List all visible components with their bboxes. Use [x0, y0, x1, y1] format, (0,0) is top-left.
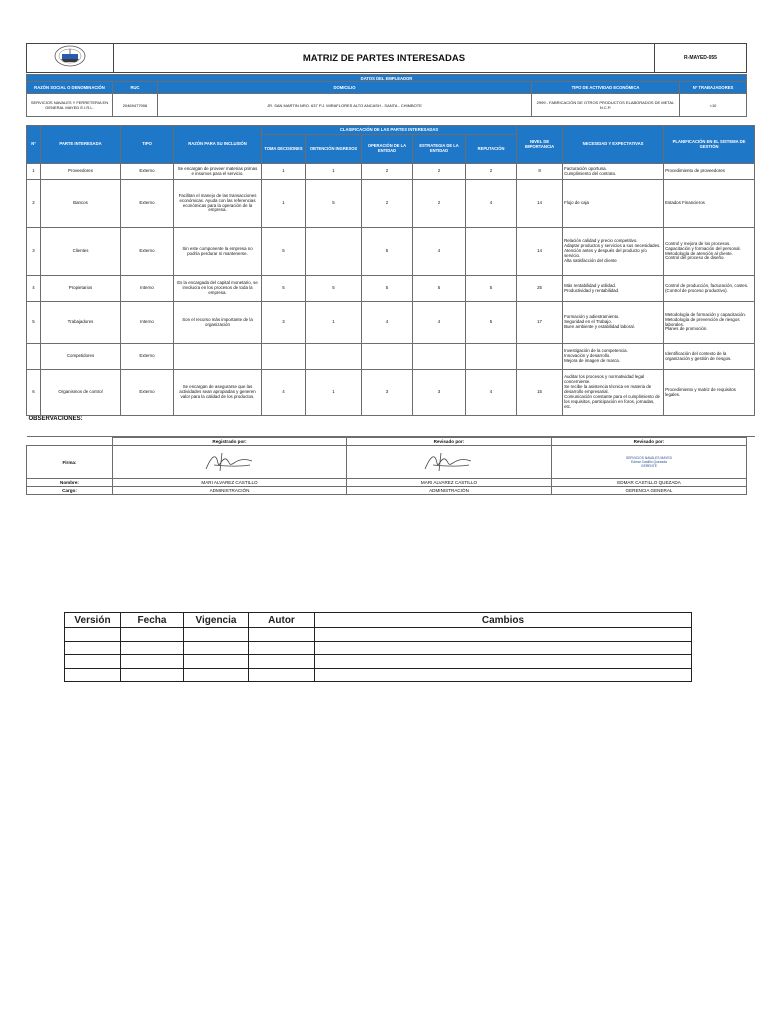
cell-reason: Facilitan el manejo de las transacciones económicas. Ayuda con las referencias económicas para la operación de la empresa. [174, 180, 262, 228]
cell-num: 2 [27, 180, 41, 228]
handwritten-signature-icon [200, 449, 260, 475]
cell-score-operacion: 5 [362, 228, 413, 276]
cell-party: Organismos de control [41, 370, 121, 416]
role-reviewed-1: ADMINISTRACIÓN [347, 487, 552, 495]
revision-cell [65, 628, 121, 642]
col-criteria-decisiones: TOMA DECISIONES [262, 135, 306, 164]
cell-level: 14 [517, 180, 563, 228]
revision-cell [65, 668, 121, 682]
signature-registered [113, 446, 347, 479]
rev-col-validity: Vigencia [184, 613, 249, 628]
observations-label: OBSERVACIONES: [27, 416, 755, 437]
cell-reason: Se encargan de asegurarse que las actividades sean apropiadas y generen valor para la calidad de los productos. [174, 370, 262, 416]
cell-planning: Identificación del contexto de la organización y gestión de riesgos. [664, 344, 755, 370]
cell-needs: Formación y adiestramiento. Seguridad en el Trabajo. Buen ambiente y estabilidad laboral. [563, 302, 664, 344]
value-ruc: 20469477906 [113, 94, 158, 117]
cell-reason [174, 344, 262, 370]
role-registered: ADMINISTRACIÓN [113, 487, 347, 495]
cell-planning: Estados Financieros [664, 180, 755, 228]
cell-reason: Es la encargada del capital monetario, se involucra en los procesos de toda la empresa. [174, 276, 262, 302]
cell-score-reputacion: 5 [466, 302, 517, 344]
cell-party: Proveedores [41, 164, 121, 180]
handwritten-signature-icon [419, 449, 479, 475]
registered-by-header: Registrado por: [113, 438, 347, 446]
matrix-row [27, 276, 755, 302]
cell-reason: Sin este componente la empresa no podría perdurar ni mantenerse. [174, 228, 262, 276]
matrix-row [27, 302, 755, 344]
col-criteria-reputacion: REPUTACIÓN [466, 135, 517, 164]
cell-type: Externo [121, 344, 174, 370]
cell-level: 25 [517, 276, 563, 302]
cell-num: 5 [27, 302, 41, 344]
revision-cell [249, 628, 315, 642]
revision-cell [65, 641, 121, 655]
cell-level: 15 [517, 370, 563, 416]
signature-reviewed-1 [347, 446, 552, 479]
role-row-label: Cargo: [27, 487, 113, 495]
header-trabajadores: Nº TRABAJADORES [680, 82, 747, 94]
cell-party: Competidores [41, 344, 121, 370]
cell-planning: Procedimiento y matriz de requisitos legales. [664, 370, 755, 416]
reviewed-by-header-2: Revisado por: [552, 438, 747, 446]
col-criteria-operacion: OPERACIÓN DE LA ENTIDAD [362, 135, 413, 164]
cell-score-ingresos: 1 [306, 302, 362, 344]
document-header [26, 43, 747, 73]
revision-cell [184, 628, 249, 642]
cell-needs: Investigación de la competencia. Innovación y desarrollo. Mejora de imagen de marca. [563, 344, 664, 370]
revision-row [65, 641, 692, 655]
employer-section-label: DATOS DEL EMPLEADOR [27, 75, 747, 82]
cell-score-reputacion: 4 [466, 370, 517, 416]
cell-needs: Facturación oportuna. Cumplimiento del contrato. [563, 164, 664, 180]
name-reviewed-2: EDMAR CASTILLO QUEZADA [552, 479, 747, 487]
revision-cell [65, 655, 121, 669]
revision-cell [184, 655, 249, 669]
header-ruc: RUC [113, 82, 158, 94]
revision-row [65, 668, 692, 682]
value-domicilio: JR. SAN MARTIN NRO. 637 P.J. MIRAFLORES ALTO ANCASH - SANTA - CHIMBOTE [158, 94, 532, 117]
cell-party: Trabajadores [41, 302, 121, 344]
value-razon-social: SERVICIOS NAVALES Y FERRETERIA EN GENERAL MAYED E.I.R.L. [27, 94, 113, 117]
col-party: PARTE INTERESADA [41, 126, 121, 164]
cell-score-decisiones: 1 [262, 180, 306, 228]
cell-num: 6 [27, 370, 41, 416]
revision-row [65, 655, 692, 669]
col-needs: NECESIDAD Y EXPECTATIVAS [563, 126, 664, 164]
cell-needs: Relación calidad y precio competitivo. Adaptar productos y servicios a sus necesidades. Atención antes y después del producto y/o servicio. Alta satisfacción del cliente [563, 228, 664, 276]
cell-score-estrategia: 4 [413, 302, 466, 344]
revision-cell [249, 655, 315, 669]
company-stamp: SERVICIOS NAVALES MAYED Edmar Castillo Quezada GERENTE [626, 455, 672, 469]
name-reviewed-1: MARI ALVAREZ CASTILLO [347, 479, 552, 487]
cell-planning: Control de producción, facturación, costes. (Control de proceso productivo). [664, 276, 755, 302]
cell-score-ingresos [306, 228, 362, 276]
revision-cell [121, 668, 184, 682]
revision-cell [121, 655, 184, 669]
company-logo [27, 44, 114, 73]
cell-score-operacion [362, 344, 413, 370]
logo-emblem-icon [53, 45, 87, 67]
name-registered: MARI ALVAREZ CASTILLO [113, 479, 347, 487]
stakeholder-matrix [26, 125, 755, 437]
rev-col-date: Fecha [121, 613, 184, 628]
cell-score-reputacion: 5 [466, 276, 517, 302]
cell-score-estrategia [413, 344, 466, 370]
cell-score-estrategia: 2 [413, 164, 466, 180]
cell-score-decisiones: 5 [262, 228, 306, 276]
cell-score-reputacion [466, 344, 517, 370]
cell-num: 4 [27, 276, 41, 302]
matrix-body [27, 164, 755, 416]
cell-planning: Procedimiento de proveedores [664, 164, 755, 180]
cell-num: 3 [27, 228, 41, 276]
document-code: R-MAYED-055 [655, 44, 747, 73]
cell-score-operacion: 5 [362, 276, 413, 302]
col-criteria-estrategia: ESTRATEGIA DE LA ENTIDAD [413, 135, 466, 164]
revision-cell [184, 641, 249, 655]
cell-type: Externo [121, 228, 174, 276]
reviewed-by-header-1: Revisado por: [347, 438, 552, 446]
revision-cell [121, 641, 184, 655]
rev-col-changes: Cambios [315, 613, 692, 628]
cell-score-ingresos: 1 [306, 370, 362, 416]
header-domicilio: DOMICILIO [158, 82, 532, 94]
cell-reason: Se encargan de proveer materias primas e insumos para el servicio. [174, 164, 262, 180]
cell-type: Externo [121, 180, 174, 228]
col-level: NIVEL DE IMPORTANCIA [517, 126, 563, 164]
matrix-row [27, 228, 755, 276]
cell-type: Externo [121, 164, 174, 180]
col-planning: PLANIFICACIÓN EN EL SISTEMA DE GESTIÓN [664, 126, 755, 164]
cell-score-decisiones: 5 [262, 276, 306, 302]
cell-score-decisiones: 1 [262, 164, 306, 180]
cell-score-decisiones: 3 [262, 302, 306, 344]
name-row-label: Nombre: [27, 479, 113, 487]
cell-type: Interno [121, 302, 174, 344]
matrix-row [27, 164, 755, 180]
revision-cell [121, 628, 184, 642]
role-reviewed-2: GERENCIA GENERAL [552, 487, 747, 495]
value-actividad: 2999 - FABRICACIÓN DE OTROS PRODUCTOS ELABORADOS DE METAL N.C.P. [532, 94, 680, 117]
cell-num: 1 [27, 164, 41, 180]
cell-level: 17 [517, 302, 563, 344]
cell-score-operacion: 4 [362, 302, 413, 344]
revision-table [64, 612, 692, 682]
cell-needs: Auditar los procesos y normatividad legal concerniente. Se recibe la asistencia técnica en materia de desarrollo empresarial. Comunicación constante para el cumplimiento de los requisitos, participación en foros, jornadas, etc. [563, 370, 664, 416]
revision-body [65, 628, 692, 682]
revision-cell [184, 668, 249, 682]
col-type: TIPO [121, 126, 174, 164]
cell-score-reputacion: 2 [466, 164, 517, 180]
header-razon-social: RAZÓN SOCIAL O DENOMINACIÓN [27, 82, 113, 94]
document-title: MATRIZ DE PARTES INTERESADAS [114, 44, 655, 73]
cell-needs: Más rentabilidad y utilidad. Productividad y rentabilidad. [563, 276, 664, 302]
cell-score-decisiones: 4 [262, 370, 306, 416]
cell-score-estrategia: 4 [413, 228, 466, 276]
header-actividad: TIPO DE ACTIVIDAD ECONÓMICA [532, 82, 680, 94]
cell-score-ingresos: 5 [306, 276, 362, 302]
cell-planning: Metodología de formación y capacitación. Metodología de prevención de riesgos laborales. Planes de promoción. [664, 302, 755, 344]
cell-score-reputacion [466, 228, 517, 276]
matrix-row [27, 180, 755, 228]
revision-cell [249, 641, 315, 655]
signature-table [26, 437, 747, 495]
cell-score-ingresos [306, 344, 362, 370]
cell-score-estrategia: 5 [413, 276, 466, 302]
revision-cell [315, 668, 692, 682]
cell-needs: Flujo de caja [563, 180, 664, 228]
cell-score-ingresos: 1 [306, 164, 362, 180]
rev-col-author: Autor [249, 613, 315, 628]
cell-score-operacion: 3 [362, 370, 413, 416]
revision-row [65, 628, 692, 642]
col-num: Nº [27, 126, 41, 164]
cell-party: Bancos [41, 180, 121, 228]
value-trabajadores: <10 [680, 94, 747, 117]
cell-level: 8 [517, 164, 563, 180]
revision-cell [315, 641, 692, 655]
revision-cell [249, 668, 315, 682]
cell-score-estrategia: 2 [413, 180, 466, 228]
cell-level: 14 [517, 228, 563, 276]
cell-level [517, 344, 563, 370]
col-reason: RAZÓN PARA SU INCLUSIÓN [174, 126, 262, 164]
rev-col-version: Versión [65, 613, 121, 628]
cell-score-reputacion: 4 [466, 180, 517, 228]
cell-score-operacion: 2 [362, 164, 413, 180]
cell-reason: Son el recurso más importante de la organización [174, 302, 262, 344]
signature-row-label: Firma: [27, 446, 113, 479]
cell-party: Clientes [41, 228, 121, 276]
revision-cell [315, 628, 692, 642]
revision-cell [315, 655, 692, 669]
cell-type: Interno [121, 276, 174, 302]
cell-score-ingresos: 5 [306, 180, 362, 228]
cell-num [27, 344, 41, 370]
cell-type: Externo [121, 370, 174, 416]
cell-party: Propietarios [41, 276, 121, 302]
signature-stamp [552, 446, 747, 479]
employer-data-table [26, 74, 747, 117]
cell-planning: Control y mejora de los procesos. Capacitación y formación del personal. Metodología de atención al cliente. Control del proceso de diseño. [664, 228, 755, 276]
matrix-row [27, 344, 755, 370]
col-criteria-ingresos: OBTENCIÓN INGRESOS [306, 135, 362, 164]
cell-score-estrategia: 3 [413, 370, 466, 416]
matrix-row [27, 370, 755, 416]
col-classification: CLASIFICACIÓN DE LAS PARTES INTERESADAS [262, 126, 517, 135]
cell-score-decisiones [262, 344, 306, 370]
cell-score-operacion: 2 [362, 180, 413, 228]
